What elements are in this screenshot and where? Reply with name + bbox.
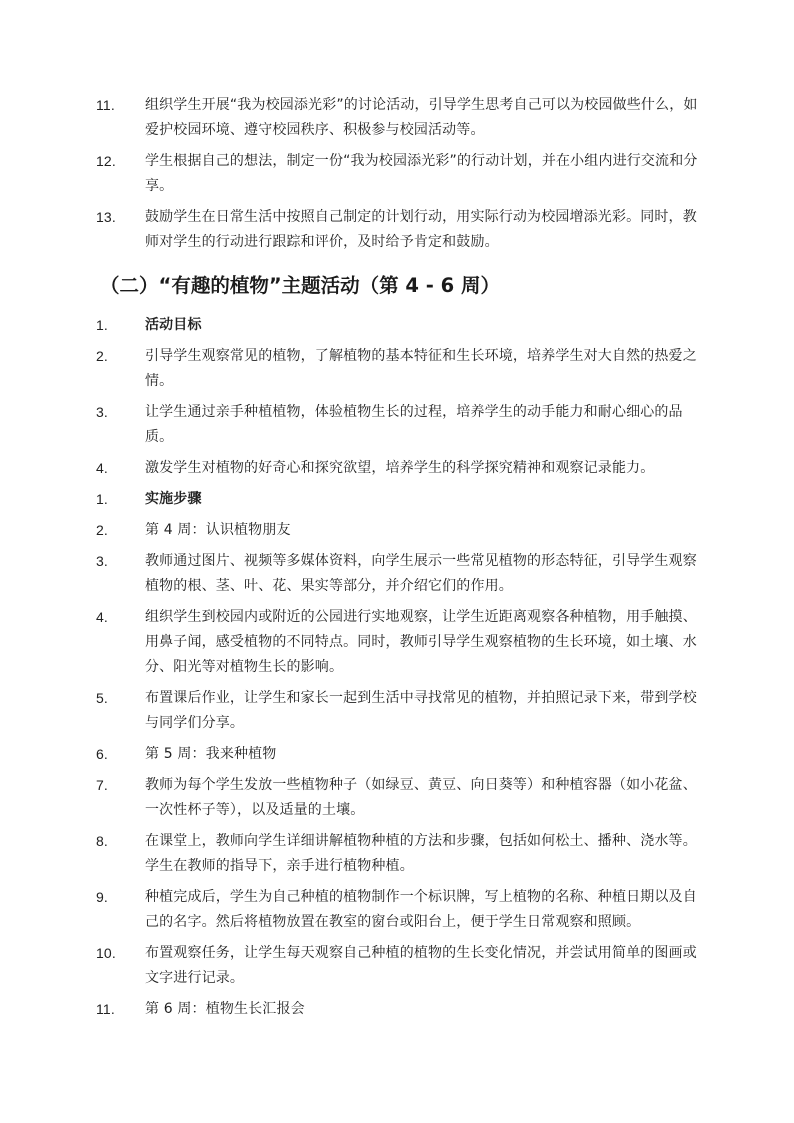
list-item: [96, 400, 706, 450]
item-text: 鼓励学生在日常生活中按照自己制定的计划行动，用实际行动为校园增添光彩。同时，教师对学生的行动进行跟踪和评价，及时给予肯定和鼓励。: [145, 209, 697, 250]
list-item: [96, 518, 706, 543]
list-item: [96, 605, 706, 680]
item-text: 第 5 周：我来种植物: [145, 746, 277, 762]
item-text: 让学生通过亲手种植植物，体验植物生长的过程，培养学生的动手能力和耐心细心的品质。: [145, 404, 683, 445]
item-number: 4.: [96, 460, 108, 476]
item-number: 1.: [96, 491, 108, 507]
list-item: [96, 344, 706, 394]
item-text: 组织学生到校园内或附近的公园进行实地观察，让学生近距离观察各种植物，用手触摸、用鼻子闻，感受植物的不同特点。同时，教师引导学生观察植物的生长环境，如土壤、水分、阳光等对植物生长的影响。: [145, 609, 697, 675]
item-number: 6.: [96, 746, 108, 762]
item-number: 7.: [96, 777, 108, 793]
item-number: 11.: [96, 1001, 115, 1017]
list-item: [96, 941, 706, 991]
list-item: [96, 549, 706, 599]
item-text: 学生根据自己的想法，制定一份“我为校园添光彩”的行动计划，并在小组内进行交流和分享。: [145, 153, 698, 194]
list-item: [96, 93, 706, 143]
item-text: 引导学生观察常见的植物，了解植物的基本特征和生长环境，培养学生对大自然的热爱之情。: [145, 348, 697, 389]
list-plant-activity: [96, 313, 706, 1028]
item-number: 11.: [96, 97, 115, 113]
item-number: 5.: [96, 690, 108, 706]
item-text: 教师为每个学生发放一些植物种子（如绿豆、黄豆、向日葵等）和种植容器（如小花盆、一次性杯子等），以及适量的土壤。: [145, 777, 697, 818]
item-number: 3.: [96, 404, 108, 420]
list-item: [96, 149, 706, 199]
list-item: [96, 487, 706, 512]
item-text: 第 6 周：植物生长汇报会: [145, 1001, 305, 1017]
list-item: [96, 205, 706, 255]
item-text: 教师通过图片、视频等多媒体资料，向学生展示一些常见植物的形态特征，引导学生观察植物的根、茎、叶、花、果实等部分，并介绍它们的作用。: [145, 553, 697, 594]
list-item: [96, 456, 706, 481]
item-number: 8.: [96, 833, 108, 849]
item-number: 9.: [96, 889, 108, 905]
item-number: 13.: [96, 209, 116, 225]
list-item: [96, 829, 706, 879]
item-number: 10.: [96, 945, 116, 961]
list-item: [96, 742, 706, 767]
item-number: 12.: [96, 153, 116, 169]
item-number: 4.: [96, 609, 108, 625]
list-item: [96, 997, 706, 1022]
item-number: 2.: [96, 348, 108, 364]
list-item: [96, 773, 706, 823]
subheading-goals: 活动目标: [145, 317, 202, 333]
item-text: 布置课后作业，让学生和家长一起到生活中寻找常见的植物，并拍照记录下来，带到学校与同学们分享。: [145, 690, 697, 731]
item-number: 2.: [96, 522, 108, 538]
item-number: 3.: [96, 553, 108, 569]
list-item: [96, 885, 706, 935]
item-text: 第 4 周：认识植物朋友: [145, 522, 291, 538]
item-text: 种植完成后，学生为自己种植的植物制作一个标识牌，写上植物的名称、种植日期以及自己的名字。然后将植物放置在教室的窗台或阳台上，便于学生日常观察和照顾。: [145, 889, 697, 930]
list-previous-section: [96, 93, 706, 261]
item-text: 组织学生开展“我为校园添光彩”的讨论活动，引导学生思考自己可以为校园做些什么，如爱护校园环境、遵守校园秩序、积极参与校园活动等。: [145, 97, 698, 138]
subheading-steps: 实施步骤: [145, 491, 202, 507]
list-item: [96, 686, 706, 736]
item-text: 在课堂上，教师向学生详细讲解植物种植的方法和步骤，包括如何松土、播种、浇水等。学生在教师的指导下，亲手进行植物种植。: [145, 833, 697, 874]
item-text: 布置观察任务，让学生每天观察自己种植的植物的生长变化情况，并尝试用简单的图画或文字进行记录。: [145, 945, 697, 986]
list-item: [96, 313, 706, 338]
item-text: 激发学生对植物的好奇心和探究欲望，培养学生的科学探究精神和观察记录能力。: [145, 460, 655, 476]
section-heading: （二）“有趣的植物”主题活动（第 4 - 6 周）: [100, 274, 501, 297]
item-number: 1.: [96, 317, 108, 333]
